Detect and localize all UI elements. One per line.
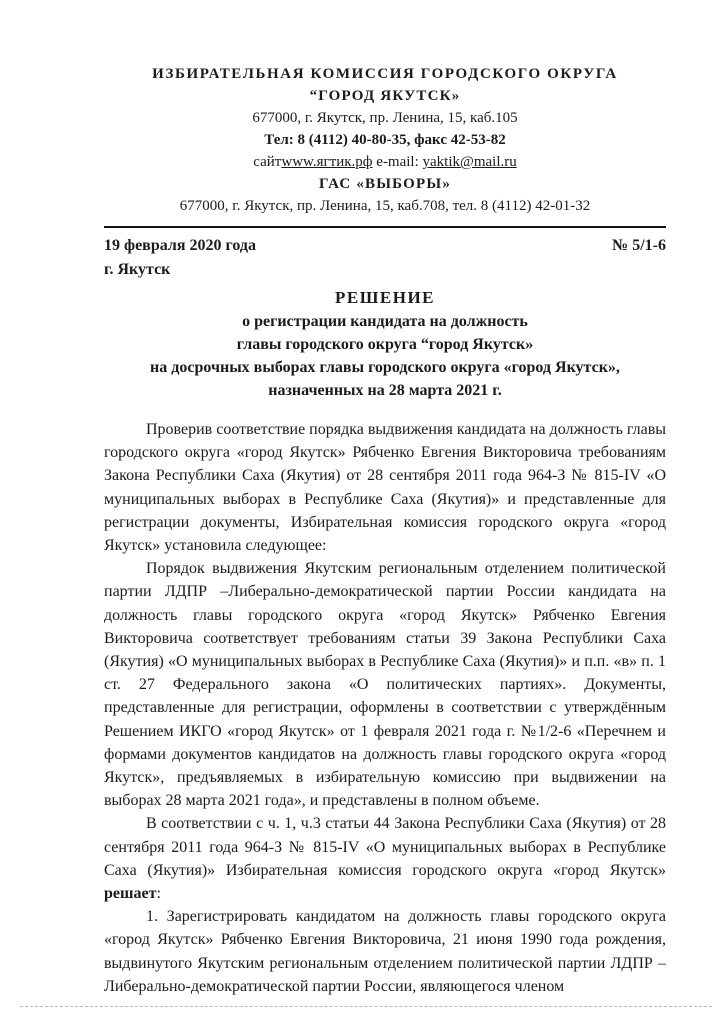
site-url-link: www.ягтик.рф — [281, 154, 373, 170]
gas-address: 677000, г. Якутск, пр. Ленина, 15, каб.708, тел. 8 (4112) 42-01-32 — [179, 198, 591, 214]
document-date: 19 февраля 2020 года — [104, 237, 256, 254]
site-email-line — [104, 152, 666, 172]
header-divider — [104, 226, 666, 228]
decision-body — [104, 418, 666, 998]
title-line-4: назначенных на 28 марта 2021 г. — [268, 382, 502, 399]
resolution-verb: решает — [104, 885, 157, 903]
title-line-1: о регистрации кандидата на должность — [242, 313, 528, 330]
meta-row — [104, 234, 666, 258]
org-phone: Тел: 8 (4112) 40-80-35, факс 42-53-82 — [264, 132, 506, 148]
resolution-colon: : — [156, 885, 161, 903]
email-label: e-mail: — [372, 154, 423, 170]
document-city: г. Якутск — [104, 261, 171, 278]
email-link: yaktik@mail.ru — [422, 154, 517, 170]
resolution-lead-text: В соответствии с ч. 1, ч.3 статьи 44 Закона Республики Саха (Якутия) от 28 сентября 2011 года 964-З № 815-IV «О муниципальных выборах в Республике Саха (Якутия)» Избирательная комиссия городского округа «город Якутск» — [104, 815, 666, 879]
paragraph-preamble: Проверив соответствие порядка выдвижения кандидата на должность главы городского округа «город Якутск» Рябченко Евгения Викторовича требованиям Закона Республики Саха (Якутия) от 28 сентября 2011 года 964-З № 815-IV «О муниципальных выборах в Республике Саха (Якутия)» и представленные для регистрации документы, Избирательная комиссия городского округа «город Якутск» установила следующее: — [104, 421, 667, 555]
org-name-line1: ИЗБИРАТЕЛЬНАЯ КОМИССИЯ ГОРОДСКОГО ОКРУГА — [152, 66, 618, 82]
letterhead — [104, 64, 666, 216]
decision-heading: РЕШЕНИЕ — [334, 288, 435, 307]
footer-divider — [20, 1006, 712, 1007]
paragraph-item-1: 1. Зарегистрировать кандидатом на должность главы городского округа «город Якутск» Рябченко Евгения Викторовича, 21 июня 1990 года рождения, выдвинутого Якутским региональным отделением политической партии ЛДПР –Либерально-демократической партии России, являющегося членом — [104, 908, 666, 995]
site-label: сайт — [253, 154, 282, 170]
decision-title — [104, 310, 666, 402]
document-number: № 5/1-6 — [612, 237, 666, 254]
gas-vybory-line: ГАС «ВЫБОРЫ» — [318, 176, 452, 192]
document-content — [104, 64, 666, 998]
paragraph-nomination: Порядок выдвижения Якутским региональным отделением политической партии ЛДПР –Либерально-демократической партии России кандидата на должность главы городского округа «город Якутск» Рябченко Евгения Викторовича соответствует требованиям статьи 39 Закона Республики Саха (Якутия) «О муниципальных выборах в Республике Саха (Якутия)» и п.п. «в» п. 1 ст. 27 Федерального закона «О политических партиях». Документы, представленные для регистрации, оформлены в соответствии с утверждённым Решением ИКГО «город Якутск» от 1 февраля 2021 года г. №1/2-6 «Перечнем и формами документов кандидатов на должность главы городского округа «город Якутск», предъявляемых в избирательную комиссию при выдвижении на выборах 28 марта 2021 года», и представлены в полном объеме. — [104, 560, 666, 810]
title-line-3: на досрочных выборах главы городского округа «город Якутск», — [150, 359, 620, 376]
org-address: 677000, г. Якутск, пр. Ленина, 15, каб.105 — [252, 110, 518, 126]
title-line-2: главы городского округа “город Якутск» — [236, 336, 534, 353]
paragraph-resolution-lead — [104, 812, 666, 905]
org-name-line2: “ГОРОД ЯКУТСК» — [309, 88, 461, 104]
